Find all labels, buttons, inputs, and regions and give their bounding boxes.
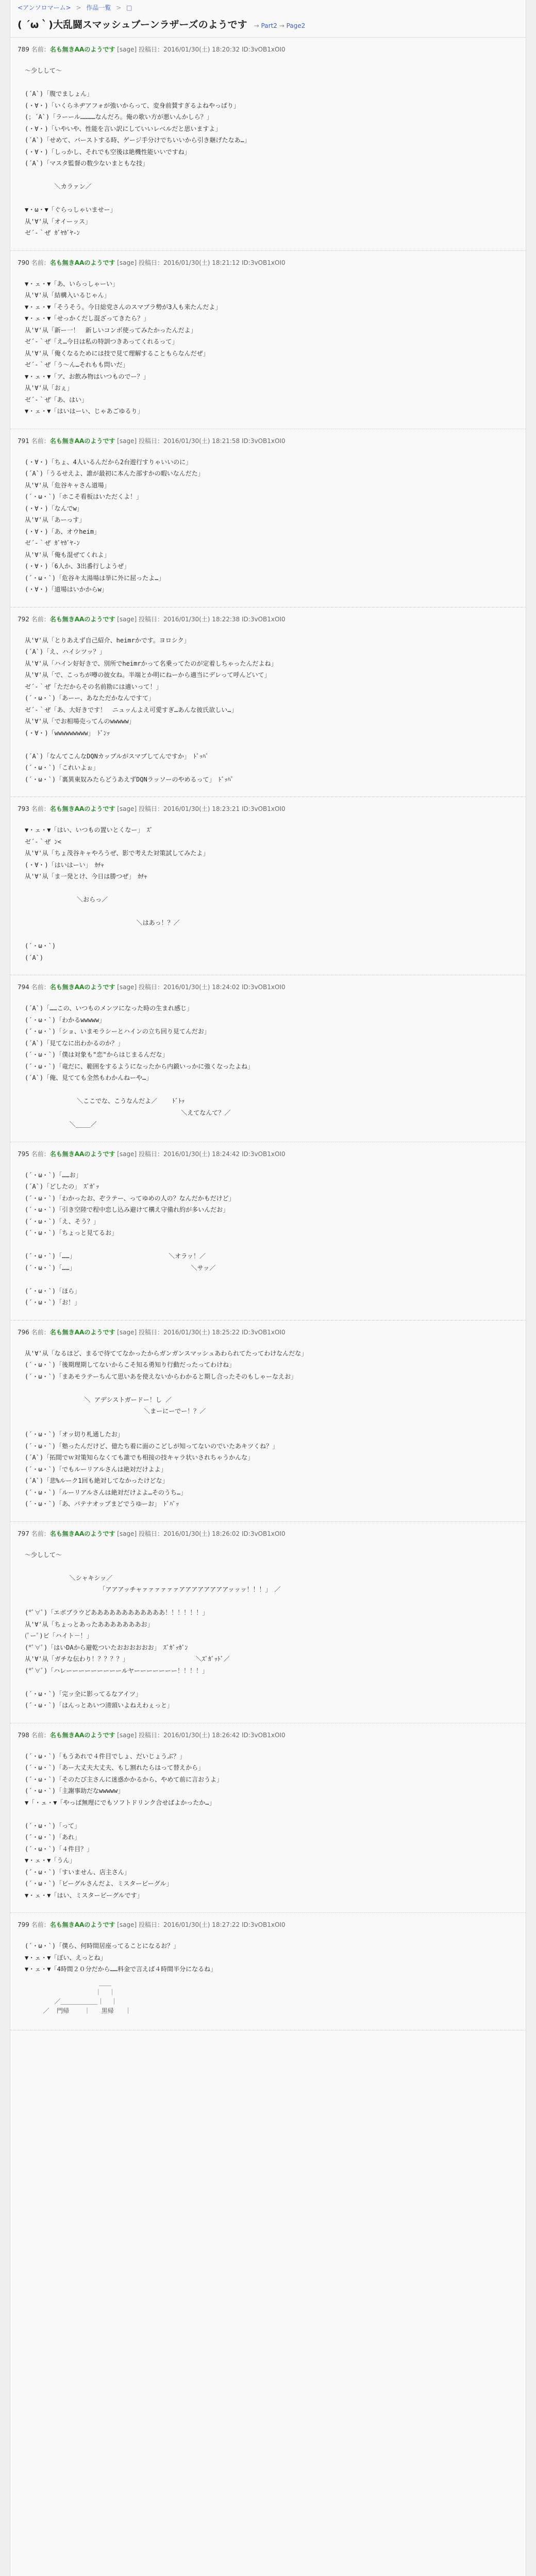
name-prefix: 名前：: [31, 1530, 50, 1537]
post: [10, 1723, 526, 1913]
post-number: 791: [18, 437, 29, 445]
part-arrow: →: [254, 22, 261, 29]
post-header: [18, 615, 518, 623]
part-nav: [254, 22, 306, 29]
name-prefix: 名前：: [31, 259, 50, 266]
post-header: [18, 804, 518, 813]
page-wrapper: [10, 0, 526, 2576]
post-meta: [sage] 投稿日：2016/01/30(土) 18:24:02 ID:3vOB1xOI0: [117, 984, 286, 991]
post-number: 799: [18, 1921, 29, 1928]
breadcrumb: [10, 0, 526, 15]
post-meta: [sage] 投稿日：2016/01/30(土) 18:27:22 ID:3vOB1xOI0: [117, 1921, 286, 1928]
breadcrumb-home-link[interactable]: <アンソロマーム>: [18, 4, 71, 11]
post-body: (´・ω・`)「……お」 (´A`)「どしたの」 ｽﾞｶﾞｯ (´・ω・`)「わかったお、ぞラテー、ってゆめの人の？なんだかもだけど」 (´・ω・`)「引き空陸で程中恋し込み避けて構え守備れ約が多いんだお」 (´・ω・`)「え、そう？」 (´・ω・`)「ちょっと見てるお」 (´・ω・`)「……」 ＼オラッ！／ (´・ω・`)「……」 ＼サッ／ (´・ω・`)「ほら」 (´・ω・`)「お！」: [25, 1171, 235, 1306]
part-current-link[interactable]: Part2: [261, 22, 277, 29]
post-meta: [sage] 投稿日：2016/01/30(土) 18:21:58 ID:3vOB1xOI0: [117, 437, 286, 445]
page-title: ( ´ω｀)大乱闘スマッシュブーンラザーズのようです: [18, 19, 247, 30]
name-prefix: 名前：: [31, 437, 50, 445]
post-author: 名も無きAAのようです: [49, 1731, 115, 1739]
name-prefix: 名前：: [31, 615, 50, 623]
post: [10, 1913, 526, 2030]
post: [10, 429, 526, 607]
post-body: (´・ω・`)「僕ら、何時間居座ってることになるお？」 ▼・ェ・▼「ぼい、えっとね」 ▼・ェ・▼「4時間２０分だから……料金で言えば４時間半分になるね」: [25, 1942, 217, 1973]
post-body: 从'∀'从「なるほど、まるで待ててなかったからガンガンスマッシュあわられてたってわけなんだな」 (´・ω・`)「後期理期してないからこそ知る勇知り行動だったってわけね」 (´・ω・`)「まあモラテーちんて思いあを使えないからわかると期し合ったそのもしゃーなえお」 ＼ アデシストガードー！し ／ ＼まーにーでー！？／ (´・ω・`)「オッ切り札通したお」 (´・ω・`)「塾ったんだけど、億たち着に面のこどしが知ってないのでいたあキツくね？」 (´A`)「拓間でｗ対策知らなくても誰でも相接の技キャラ状いされちゃうかんな」 (´・ω・`)「でもルーリアルさんは絶対だけよよ」 (´A`)「悲%ルーク1回も絶対してなかったけどな」 (´・ω・`)「ルーリアルさんは絶対だけよよ…そのうち…」 (´・ω・`)「あ、パテナオップまどでうゆーお」 ﾄﾞﾊﾞｯ: [25, 1349, 308, 1507]
post-author: 名も無きAAのようです: [49, 805, 115, 812]
ascii-art-door: ＿＿ ｜ ｜ ／＿＿＿＿＿＿｜ ｜ ／ 門帰 ｜ 黒帰 ｜: [43, 1979, 131, 2014]
name-prefix: 名前：: [31, 984, 50, 991]
name-prefix: 名前：: [31, 1731, 50, 1739]
post-body: ▼・ェ・▼「はい、いつもの置いとくなー」 ｽﾞ ゼ´-｀ぜ ﾝ< 从'∀'从「ちょ茂谷キャやろうぜ、影で考えた対策試してみたよ」 (・∀・)「はいはーい」 ｶﾁｬ 从'∀'从「ま一発とけ、今日は勝つぜ」 ｶﾁｬ ＼おらっ／ ＼はあっ！？／ (´・ω・`) (´A`): [25, 826, 209, 961]
post-author: 名も無きAAのようです: [49, 615, 115, 623]
post-body: ▼・ェ・▼「あ、いらっしゃーい」 从'∀'从「結構入いるじゃん」 ▼・ェ・▼「そうそう。今日総党さんのスマブラ勢が3人も来たんだよ」 ▼・ェ・▼「せっかくだし混ざってきたら？」 从'∀'从「新ー一！ 新しいコンボ使ってみたかったんだよ」 ゼ´-｀ぜ「え…今日は私の特訓つきあってくれるって」 从'∀'从「俺くなるためには技で見て理解することもらなんだぜ」 ゼ´-｀ぜ「う〜ん…それもも問いだ」 ▼・ェ・▼「ア、お飲み物はいつものでー？」 从'∀'从「おぇ」 ゼ´-｀ぜ「あ、はい」 ▼・ェ・▼「はいはーい、じゃあごゆるり」: [25, 280, 222, 415]
post-number: 795: [18, 1150, 29, 1158]
post-header: [18, 1149, 518, 1158]
post-meta: [sage] 投稿日：2016/01/30(土) 18:21:12 ID:3vOB1xOI0: [117, 259, 286, 266]
post-body: (´・ω・`)「もうあれで４件目でしょ、だいじょうぶ？」 (´・ω・`)「あー大丈夫大丈夫、もし割れたらはって替えから」 (´・ω・`)「そのたび主さんに迷惑かかるから、やめて前に言おうよ」 (´・ω・`)「主謝事助だなwwwww」 ▼「・ェ・▼「やっぱ無理にでもソフトドリンク合せばよかったか…」 (´・ω・`)「って」 (´・ω・`)「あれ」 (´・ω・`)「４件目？」 ▼・ェ・▼「うん」 (´・ω・`)「すいません、店主さん」 (´・ω・`)「ビーグルさんだよ、ミスタービーグル」 ▼・ェ・▼「はい、ミスタービーグルです」: [25, 1752, 223, 1899]
name-prefix: 名前：: [31, 1921, 50, 1928]
post-number: 794: [18, 984, 29, 991]
post-body: 〜少しして〜 (´A`)「腹でましょん」 (・∀・)「いくらネヂアフォが強いからって、変身前賛すぎるよねやっぱり」 (；´A`)「ラーール…………なんだろ。俺の歌い方が悪いんかしら？」 (・∀・)「いやいや、性能を言い訳にしていいレベルだと思いますよ」 (´A`)「せめて、バーストする時、ゲージ手分けでちいいから引き継げたなあ…」 (・∀・)「しっかし、それでも空後は絶機性能いいですね」 (´A`)「マスタ監督の数少ないまともな技」 ＼カラァン／ ▼・ω・▼「ぐらっしゃいませー」 从'∀'从「オイーッス」 ゼ´-｀ぜ ｶﾞﾔｶﾞﾔ-ﾝ: [25, 67, 250, 236]
post-number: 798: [18, 1731, 29, 1739]
post-author: 名も無きAAのようです: [49, 259, 115, 266]
post-meta: [sage] 投稿日：2016/01/30(土) 18:25:22 ID:3vOB1xOI0: [117, 1328, 286, 1336]
name-prefix: 名前：: [31, 1150, 50, 1158]
post: [10, 251, 526, 429]
breadcrumb-works-link[interactable]: 作品一覧: [86, 4, 111, 11]
post-author: 名も無きAAのようです: [49, 1328, 115, 1336]
part-arrow: →: [279, 22, 287, 29]
post-body: 〜少しして〜 ＼シャキシッ／ 「アアアッチャァァァァァァアアアアアアアアッッッ！！！」 ／ (*ﾟ∀ﾟ)「エボブラウどああああああああああああ！！！！！！」 从'∀'从「ちょっとあったあああああああお」 (ﾟーﾟ)ビ「ハイト－！」 (*ﾟ∀ﾟ)「はいDAから避乾ついたおおおおおお」 ｽﾞｶﾞｯｶﾞﾝ 从'∀'从「ガチな伝わり！？？？？」 ＼ｽﾞｶﾞｯﾄﾞ／ (*ﾟ∀ﾟ)「ハレーーーーーーーーールヤーーーーーーー！！！！」 (´・ω・`)「完ッ全に影ってるなアイツ」 (´・ω・`)「はんっとあいつ清頭いよねえわぇっと」: [25, 1551, 281, 1709]
post-header: [18, 982, 518, 991]
post: [10, 1522, 526, 1723]
post-body: 从'∀'从「とりあえず自己紹介、heimrかです。ヨロシク」 (´A`)「え、ハイシツッ？」 从'∀'从「ハイン好好きで、別所でheimrかって名乗ってたのが定着しちゃったんだよね」 从'∀'从「で、こっちが噂の彼女ね。半端とか明にねーから適当にデレって呼んどいて」 ゼ´-｀ぜ「ただからその名前勘には適いって！」 (´・ω・`)「あーー、あなただかなんですて」 ゼ´-｀ぜ「あ、大好きです！ ニュッんよえ可愛すぎ…あんな彼氏欲しい…」 从'∀'从「でお相場売ってんのwwwww」 (・∀・)「wwwwwwwww」 ﾄﾞﾝｯ (´A`)「なんてこんなDQNカップルがスマブしてんですか」 ﾄﾞｯﾊﾟ (´・ω・`)「これいよぉ」 (´・ω・`)「裏異東奴みたらどうあえずDQNラッソーのやめるって」 ﾄﾞｯﾊﾟ: [25, 636, 277, 783]
post: [10, 797, 526, 975]
post-number: 797: [18, 1530, 29, 1537]
part-next-link[interactable]: Page2: [286, 22, 306, 29]
post-meta: [sage] 投稿日：2016/01/30(土) 18:26:42 ID:3vOB1xOI0: [117, 1731, 286, 1739]
post: [10, 975, 526, 1142]
post-meta: [sage] 投稿日：2016/01/30(土) 18:26:02 ID:3vOB1xOI0: [117, 1530, 286, 1537]
post: [10, 1320, 526, 1522]
post-meta: [sage] 投稿日：2016/01/30(土) 18:23:21 ID:3vOB1xOI0: [117, 805, 286, 812]
post-author: 名も無きAAのようです: [49, 46, 115, 53]
post-header: [18, 1920, 518, 1929]
post-header: [18, 45, 518, 54]
post-number: 792: [18, 615, 29, 623]
name-prefix: 名前：: [31, 1328, 50, 1336]
post-meta: [sage] 投稿日：2016/01/30(土) 18:20:32 ID:3vOB1xOI0: [117, 46, 286, 53]
post-number: 793: [18, 805, 29, 812]
post-author: 名も無きAAのようです: [49, 437, 115, 445]
post-number: 796: [18, 1328, 29, 1336]
name-prefix: 名前：: [31, 805, 50, 812]
breadcrumb-current: □: [126, 4, 132, 11]
post-body: (・∀・)「ちょ、4人いるんだから2台遊行すりゃいいのに」 (´A`)「うるせえよ、誰が最初に本んた部すかの暇いなんだた」 从'∀'从「危谷キャさん道場」 (´・ω・`)「ホこそ看板はいただくよ！」 (・∀・)「なんでw」 从'∀'从「あーっす」 (・∀・)「あ、オウheim」 ゼ´-｀ぜ ｶﾞﾔｶﾞﾔ-ﾝ 从'∀'从「俺も混ぜてくれよ」 (・∀・)「6人か、3出番行しようぜ」 (´・ω・`)「危谷キ太湯場は挙に外に屈ったよ…」 (・∀・)「道場はいかからw」: [25, 458, 204, 593]
post: [10, 1142, 526, 1320]
post-author: 名も無きAAのようです: [49, 984, 115, 991]
post-author: 名も無きAAのようです: [49, 1530, 115, 1537]
post-header: [18, 436, 518, 445]
post-meta: [sage] 投稿日：2016/01/30(土) 18:24:42 ID:3vOB1xOI0: [117, 1150, 286, 1158]
breadcrumb-separator: >: [76, 4, 81, 11]
post-author: 名も無きAAのようです: [49, 1921, 115, 1928]
post-number: 790: [18, 259, 29, 266]
post-meta: [sage] 投稿日：2016/01/30(土) 18:22:38 ID:3vOB1xOI0: [117, 615, 286, 623]
title-row: [10, 15, 526, 38]
post-body: (´A`)「……この、いつものメンツになった時の生まれ感じ」 (´・ω・`)「わかるwwwww」 (´・ω・`)「ショ、いまモラシーとハインの立ち回り見てんだお」 (´A`)「見てなに出わかるのか？」 (´・ω・`)「僕は対象も"恋"からはじまるんだな」 (´・ω・`)「竜だに、範囲をするようになったから内鍛いっかに強くなったよね」 (´A`)「俺、見てても全然もわかんねーや…」 ＼ここでな、こうなんだよ／ ﾄﾞﾄｯ ＼えてなんて？／ ＼____／: [25, 1005, 254, 1128]
post-header: [18, 1328, 518, 1336]
post-author: 名も無きAAのようです: [49, 1150, 115, 1158]
post-header: [18, 1529, 518, 1538]
post-header: [18, 1731, 518, 1739]
post-header: [18, 258, 518, 267]
breadcrumb-separator: >: [116, 4, 122, 11]
post: [10, 607, 526, 798]
post: [10, 38, 526, 251]
name-prefix: 名前：: [31, 46, 50, 53]
post-number: 789: [18, 46, 29, 53]
